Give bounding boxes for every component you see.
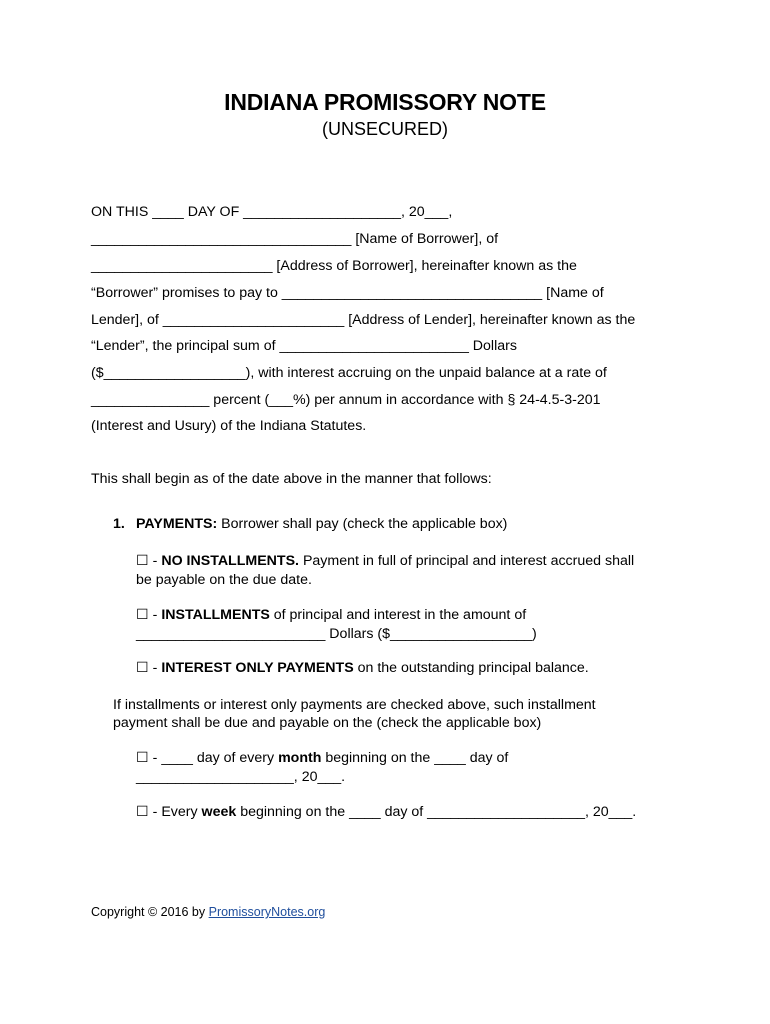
intro-paragraph: This shall begin as of the date above in the manner that follows: bbox=[91, 471, 492, 487]
document-subtitle: (UNSECURED) bbox=[322, 119, 448, 139]
schedule-weekly[interactable] bbox=[136, 803, 636, 822]
option-text: on the outstanding principal balance. bbox=[353, 660, 589, 676]
section-heading-text: Borrower shall pay (check the applicable box) bbox=[217, 516, 508, 532]
option-installments[interactable] bbox=[136, 606, 537, 644]
option-no-installments[interactable] bbox=[136, 552, 634, 590]
copyright-text: Copyright © 2016 by bbox=[91, 905, 209, 919]
document-title: INDIANA PROMISSORY NOTE bbox=[224, 89, 546, 115]
body-line-lender-name: “Borrower” promises to pay to _________________________________ [Name of bbox=[91, 285, 604, 301]
option-text-line2: ________________________ Dollars ($__________________) bbox=[136, 626, 537, 642]
schedule-note-line1: If installments or interest only payments are checked above, such installment bbox=[113, 697, 596, 713]
checkbox-icon[interactable]: ☐ - bbox=[136, 607, 162, 623]
option-label: INSTALLMENTS bbox=[161, 607, 270, 623]
schedule-note bbox=[113, 696, 596, 732]
body-line-lender-address: Lender], of _______________________ [Address of Lender], hereinafter known as the bbox=[91, 312, 636, 328]
body-line-date: ON THIS ____ DAY OF ____________________, 20___, bbox=[91, 204, 453, 220]
schedule-note-line2: payment shall be due and payable on the (check the applicable box) bbox=[113, 715, 542, 731]
body-line-borrower-address: _______________________ [Address of Borrower], hereinafter known as the bbox=[91, 258, 577, 274]
monthly-label: month bbox=[278, 750, 322, 766]
weekly-text-post: beginning on the ____ day of ____________________, 20___. bbox=[236, 804, 637, 820]
monthly-text-post: beginning on the ____ day of bbox=[321, 750, 509, 766]
option-text: of principal and interest in the amount of bbox=[269, 607, 527, 623]
option-label: NO INSTALLMENTS. bbox=[161, 553, 299, 569]
monthly-text-line2: ____________________, 20___. bbox=[136, 769, 346, 785]
copyright-footer bbox=[91, 905, 325, 919]
site-link[interactable]: PromissoryNotes.org bbox=[208, 905, 326, 919]
body-line-statute: (Interest and Usury) of the Indiana Statutes. bbox=[91, 418, 367, 434]
checkbox-icon[interactable]: ☐ - bbox=[136, 553, 162, 569]
checkbox-icon[interactable]: ☐ - bbox=[136, 660, 162, 676]
weekly-label: week bbox=[201, 804, 237, 820]
option-interest-only[interactable] bbox=[136, 659, 589, 678]
section-number: 1. bbox=[113, 516, 125, 532]
body-line-principal: “Lender”, the principal sum of ________________________ Dollars bbox=[91, 338, 517, 354]
body-line-interest: ($__________________), with interest accruing on the unpaid balance at a rate of bbox=[91, 365, 607, 381]
payments-section-heading bbox=[113, 516, 507, 532]
body-line-borrower-name: _________________________________ [Name of Borrower], of bbox=[91, 231, 499, 247]
weekly-text-pre: ☐ - Every bbox=[136, 804, 202, 820]
option-label: INTEREST ONLY PAYMENTS bbox=[161, 660, 354, 676]
monthly-text-pre: ☐ - ____ day of every bbox=[136, 750, 279, 766]
schedule-monthly[interactable] bbox=[136, 749, 508, 787]
body-line-rate: _______________ percent (___%) per annum in accordance with § 24-4.5-3-201 bbox=[91, 392, 601, 408]
option-text: Payment in full of principal and interest accrued shall bbox=[299, 553, 635, 569]
section-heading-label: PAYMENTS: bbox=[136, 516, 218, 532]
option-text-line2: be payable on the due date. bbox=[136, 572, 312, 588]
